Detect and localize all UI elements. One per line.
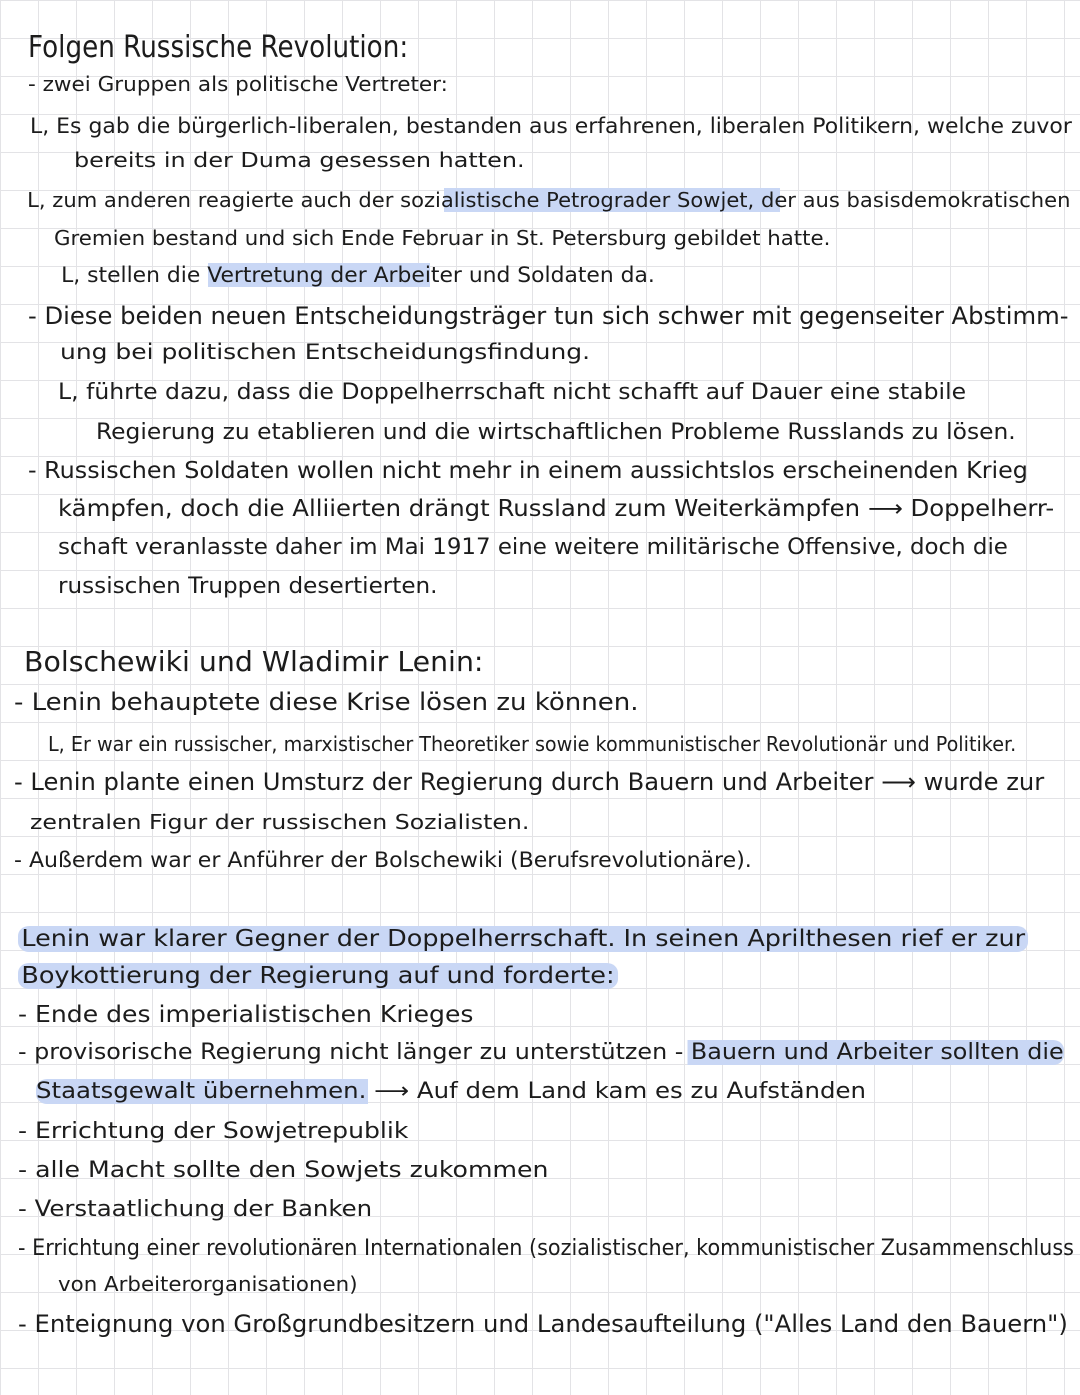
line: Gremien bestand und sich Ende Februar in St. Petersburg gebildet hatte. <box>54 226 831 250</box>
line: - alle Macht sollte den Sowjets zukommen <box>18 1158 549 1183</box>
line: - Enteignung von Großgrundbesitzern und Landesaufteilung ("Alles Land den Bauern") <box>18 1310 1068 1338</box>
line: - Errichtung der Sowjetrepublik <box>18 1119 409 1144</box>
heading-bolschewiki: Bolschewiki und Wladimir Lenin: <box>24 645 484 678</box>
line: bereits in der Duma gesessen hatten. <box>74 148 525 172</box>
line: - Errichtung einer revolutionären Internationalen (sozialistischer, kommunistischer Zusammenschluss <box>18 1236 1074 1261</box>
line: - provisorische Regierung nicht länger zu unterstützen - Bauern und Arbeiter sollten die <box>18 1040 1064 1065</box>
line: - Lenin behauptete diese Krise lösen zu können. <box>14 688 639 716</box>
line: zentralen Figur der russischen Sozialisten. <box>30 810 530 834</box>
line: ung bei politischen Entscheidungsfindung. <box>60 340 591 364</box>
line: - Diese beiden neuen Entscheidungsträger tun sich schwer mit gegenseiter Abstimm- <box>28 302 1069 330</box>
line-highlighted: Lenin war klarer Gegner der Doppelherrschaft. In seinen Aprilthesen rief er zur <box>18 926 1028 952</box>
line: Regierung zu etablieren und die wirtschaftlichen Probleme Russlands zu lösen. <box>96 420 1016 445</box>
line: - Verstaatlichung der Banken <box>18 1197 373 1222</box>
line: - Außerdem war er Anführer der Bolschewiki (Berufsrevolutionäre). <box>14 848 752 872</box>
line-highlighted: Boykottierung der Regierung auf und forderte: <box>18 963 618 989</box>
line: L, Er war ein russischer, marxistischer Theoretiker sowie kommunistischer Revolutionär und Politiker. <box>48 732 1017 756</box>
line: - Ende des imperialistischen Krieges <box>18 1002 474 1028</box>
line: kämpfen, doch die Alliierten drängt Russland zum Weiterkämpfen ⟶ Doppelherr- <box>58 496 1055 522</box>
line: - Lenin plante einen Umsturz der Regierung durch Bauern und Arbeiter ⟶ wurde zur <box>14 768 1045 796</box>
line: - zwei Gruppen als politische Vertreter: <box>28 72 448 96</box>
line: L, führte dazu, dass die Doppelherrschaft nicht schafft auf Dauer eine stabile <box>58 380 967 405</box>
line-highlighted: L, zum anderen reagierte auch der sozialistische Petrograder Sowjet, der aus basisdemokratischen <box>24 188 1074 212</box>
line: von Arbeiterorganisationen) <box>58 1272 358 1296</box>
line: schaft veranlasste daher im Mai 1917 eine weitere militärische Offensive, doch die <box>58 535 1008 560</box>
line-highlighted: L, stellen die Vertretung der Arbeiter und Soldaten da. <box>58 263 658 287</box>
line: L, Es gab die bürgerlich-liberalen, bestanden aus erfahrenen, liberalen Politikern, welche zuvor <box>30 114 1072 138</box>
heading-folgen: Folgen Russische Revolution: <box>28 30 409 65</box>
line: - Russischen Soldaten wollen nicht mehr in einem aussichtslos erscheinenden Krieg <box>28 458 1028 484</box>
line: Staatsgewalt übernehmen. ⟶ Auf dem Land kam es zu Aufständen <box>36 1079 867 1104</box>
line: russischen Truppen desertierten. <box>58 574 438 599</box>
